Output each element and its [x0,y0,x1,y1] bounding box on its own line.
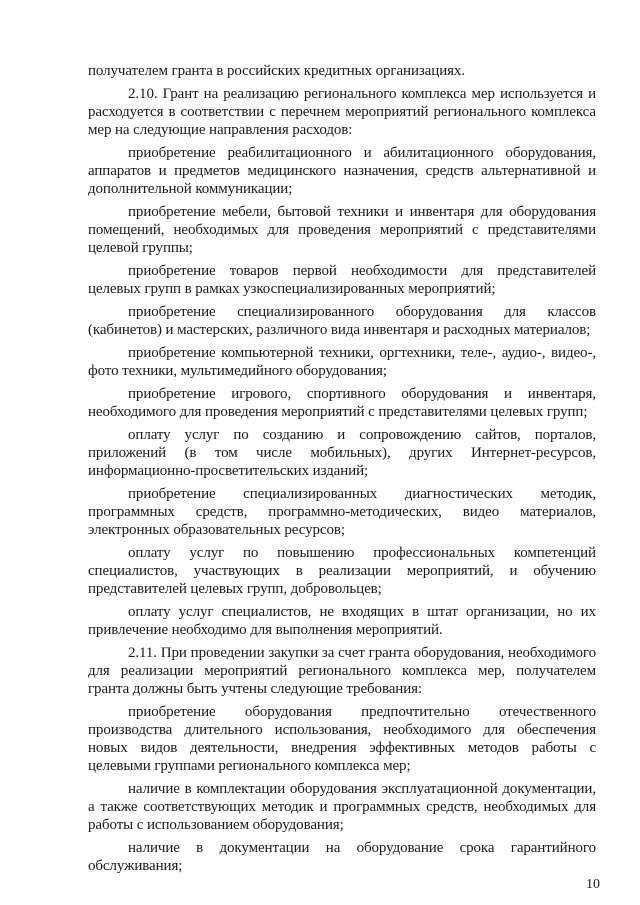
page-number: 10 [586,877,600,892]
paragraph-5: приобретение специализированного оборудования для классов (кабинетов) и мастерских, различного вида инвентаря и расходных материалов; [88,304,596,338]
paragraph-3: приобретение мебели, бытовой техники и инвентаря для оборудования помещений, необходимых для проведения мероприятий с представителями целевой группы; [88,204,596,256]
paragraph-9: приобретение специализированных диагностических методик, программных средств, программно-методических, видео материалов, электронных образовательных ресурсов; [88,486,596,538]
paragraph-6: приобретение компьютерной техники, оргтехники, теле-, аудио-, видео-, фото техники, мультимедийного оборудования; [88,345,596,379]
paragraph-0: получателем гранта в российских кредитных организациях. [88,63,465,79]
paragraph-7: приобретение игрового, спортивного оборудования и инвентаря, необходимого для проведения мероприятий с представителями целевых групп; [88,386,596,420]
paragraph-1: 2.10. Грант на реализацию регионального комплекса мер используется и расходуется в соответствии с перечнем мероприятий регионального комплекса мер на следующие направления расходов: [88,86,596,138]
paragraph-11: оплату услуг специалистов, не входящих в штат организации, но их привлечение необходимо для выполнения мероприятий. [88,604,596,638]
paragraph-2: приобретение реабилитационного и абилитационного оборудования, аппаратов и предметов медицинского назначения, средств альтернативной и дополнительной коммуникации; [88,145,596,197]
paragraph-4: приобретение товаров первой необходимости для представителей целевых групп в рамках узкоспециализированных мероприятий; [88,263,596,297]
paragraph-12: 2.11. При проведении закупки за счет гранта оборудования, необходимого для реализации мероприятий регионального комплекса мер, получателем гранта должны быть учтены следующие требования: [88,645,596,697]
paragraph-10: оплату услуг по повышению профессиональных компетенций специалистов, участвующих в реализации мероприятий, и обучению представителей целевых групп, добровольцев; [88,545,596,597]
paragraph-14: наличие в комплектации оборудования эксплуатационной документации, а также соответствующих методик и программных средств, необходимых для работы с использованием оборудования; [88,781,596,833]
paragraph-15: наличие в документации на оборудование срока гарантийного обслуживания; [88,840,596,874]
document-body [88,62,596,880]
paragraph-13: приобретение оборудования предпочтительно отечественного производства длительного использования, необходимого для обеспечения новых видов деятельности, внедрения эффективных методов работы с целевыми группами регионального комплекса мер; [88,704,596,774]
paragraph-8: оплату услуг по созданию и сопровождению сайтов, порталов, приложений (в том числе мобильных), других Интернет-ресурсов, информационно-просветительских изданий; [88,427,596,479]
